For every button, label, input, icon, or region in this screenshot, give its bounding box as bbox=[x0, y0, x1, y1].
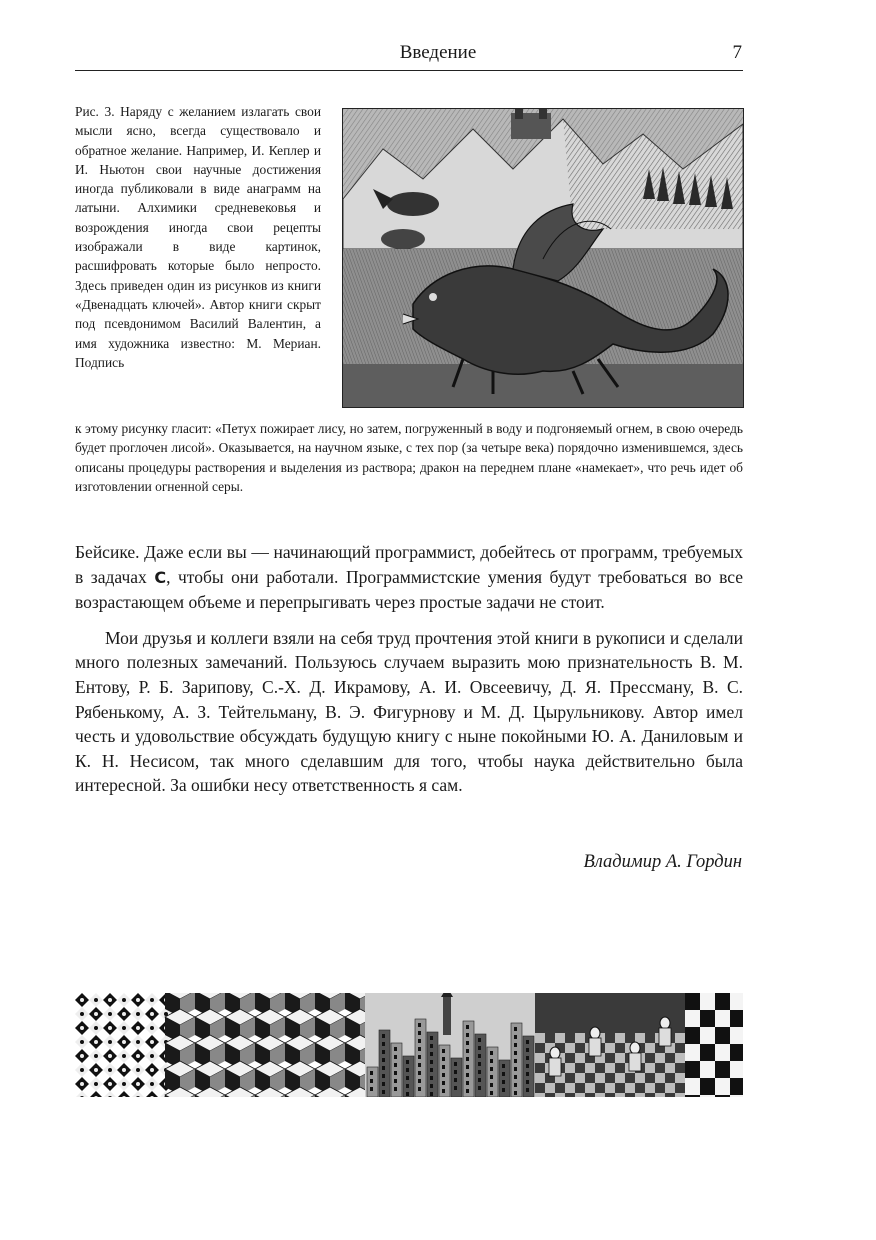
main-text bbox=[75, 540, 743, 798]
paragraph-1-text: Бейсике. Даже если вы — начинающий программист, добейтесь от программ, требуемых в задачах bbox=[75, 542, 743, 587]
escher-metamorphosis-banner bbox=[75, 993, 743, 1097]
page-number: 7 bbox=[732, 42, 742, 63]
paragraph-1-text-end: , чтобы они работали. Программистские умения будут требоваться во все возрастающем объеме и перепрыгивать через простые задачи не стоит. bbox=[75, 566, 743, 613]
header-rule bbox=[75, 70, 743, 71]
section-letter-c: C bbox=[154, 567, 167, 587]
paragraph-1 bbox=[75, 540, 743, 615]
figure-caption-continued: к этому рисунку гласит: «Петух пожирает лису, но затем, погруженный в воду и подгоняемый огнем, в свою очередь будет проглочен лисой». Оказывается, на научном языке, с тех пор (за четыре века) порядочно изменившемся, здесь описаны процедуры растворения и выделения из раствора; дракон на переднем плане «намекает», что речь идет об изготовлении огненной серы. bbox=[75, 421, 743, 494]
dragon-engraving-illustration bbox=[342, 108, 744, 408]
author-signature: Владимир А. Гордин bbox=[583, 852, 742, 872]
running-title: Введение bbox=[399, 42, 477, 63]
figure-caption: Рис. 3. Наряду с желанием излагать свои мысли ясно, всегда существовало и обратное желание. Например, И. Кеплер и И. Ньютон свои научные достижения иногда публиковали в виде анаграмм на латыни. Алхимики средневековья и возрождения иногда свои рецепты изображали в виде картинок, расшифровать которые было непросто. Здесь приведен один из рисунков из книги «Двенадцать ключей». Автор книги скрыт под псевдонимом Василий Валентин, а имя художника известно: М. Мериан. Подпись bbox=[75, 104, 321, 370]
paragraph-2: Мои друзья и коллеги взяли на себя труд прочтения этой книги в рукописи и сделали много полезных замечаний. Пользуюсь случаем выразить мою признательность В. М. Ентову, Р. Б. Зарипову, С.-Х. Д. Икрамову, А. И. Овсеевичу, Д. Я. Прессману, В. С. Рябенькому, А. З. Тейтельману, В. Э. Фигурнову и М. Д. Цырульникову. Автор имел честь и удовольствие обсуждать будущую книгу с ныне покойными Ю. А. Даниловым и К. Н. Несисом, так много сделавшим для того, чтобы наука действительно была интересной. За ошибки несу ответственность я сам. bbox=[75, 627, 743, 796]
